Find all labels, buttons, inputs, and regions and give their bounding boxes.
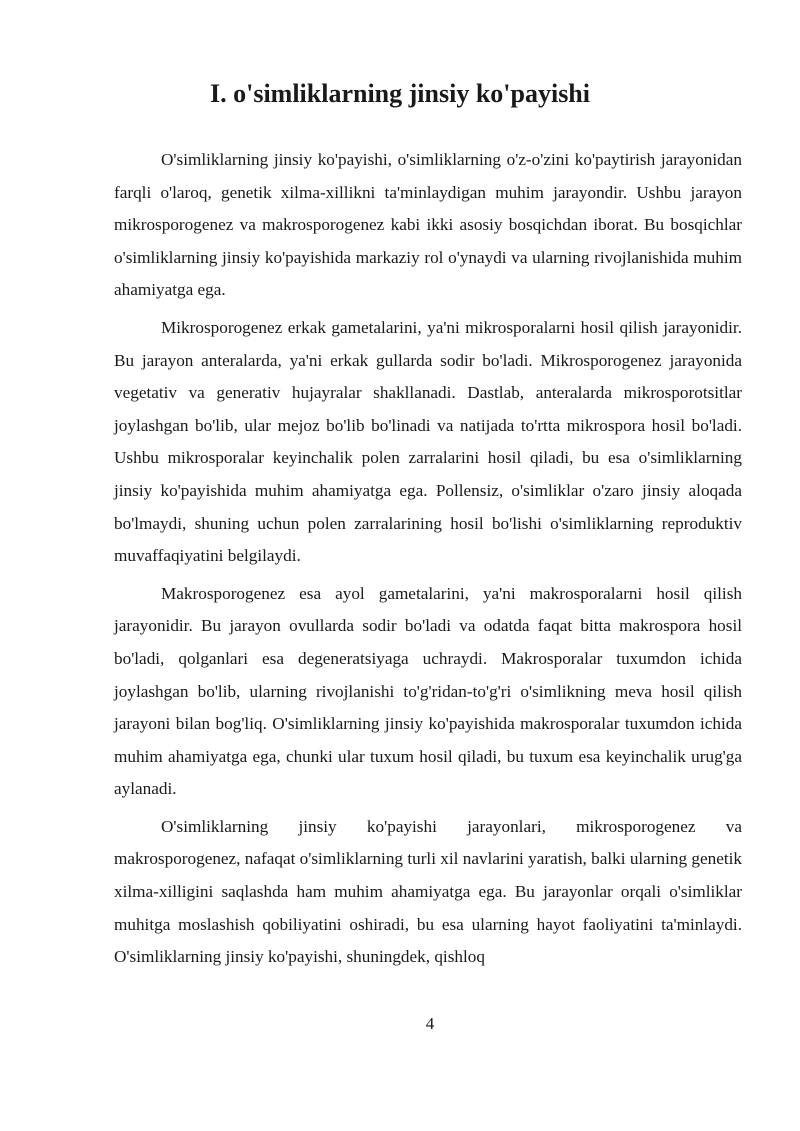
paragraph-2: Mikrosporogenez erkak gametalarini, ya'ni mikrosporalarni hosil qilish jarayonidir. Bu jarayon anteralarda, ya'ni erkak gullarda sodir bo'ladi. Mikrosporogenez jarayonida vegetativ va generativ hujayralar shakllanadi. Dastlab, anteralarda mikrosporotsitlar joylashgan bo'lib, ular mejoz bo'lib bo'linadi va natijada to'rtta mikrospora hosil bo'ladi. Ushbu mikrosporalar keyinchalik polen zarralarini hosil qiladi, bu esa o'simliklarning jinsiy ko'payishida muhim ahamiyatga ega. Pollensiz, o'simliklar o'zaro jinsiy aloqada bo'lmaydi, shuning uchun polen zarralarining hosil bo'lishi o'simliklarning reproduktiv muvaffaqiyatini belgilaydi.: [114, 317, 742, 566]
page-title: I. o'simliklarning jinsiy ko'payishi: [209, 79, 590, 108]
paragraph-3: Makrosporogenez esa ayol gametalarini, ya'ni makrosporalarni hosil qilish jarayonidir. Bu jarayon ovullarda sodir bo'ladi va odatda faqat bitta makrospora hosil bo'ladi, qolganlari esa degeneratsiyaga uchraydi. Makrosporalar tuxumdon ichida joylashgan bo'lib, ularning rivojlanishi to'g'ridan-to'g'ri o'simlikning meva hosil qilish jarayoni bilan bog'liq. O'simliklarning jinsiy ko'payishida makrosporalar tuxumdon ichida muhim ahamiyatga ega, chunki ular tuxum hosil qiladi, bu tuxum esa keyinchalik urug'ga aylanadi.: [114, 583, 742, 799]
paragraph-4: O'simliklarning jinsiy ko'payishi jarayonlari, mikrosporogenez va makrosporogenez, nafaqat o'simliklarning turli xil navlarini yaratish, balki ularning genetik xilma-xilligini saqlashda ham muhim ahamiyatga ega. Bu jarayonlar orqali o'simliklar muhitga moslashish qobiliyatini oshiradi, bu esa ularning hayot faoliyatini ta'minlaydi. O'simliklarning jinsiy ko'payishi, shuningdek, qishloq: [114, 816, 742, 967]
page-number: 4: [425, 1014, 435, 1033]
paragraph-1: O'simliklarning jinsiy ko'payishi, o'simliklarning o'z-o'zini ko'paytirish jarayonidan farqli o'laroq, genetik xilma-xillikni ta'minlaydigan muhim jarayondir. Ushbu jarayon mikrosporogenez va makrosporogenez kabi ikki asosiy bosqichdan iborat. Bu bosqichlar o'simliklarning jinsiy ko'payishida markaziy rol o'ynaydi va ularning rivojlanishida muhim ahamiyatga ega.: [114, 150, 742, 300]
body-text: [114, 144, 742, 979]
